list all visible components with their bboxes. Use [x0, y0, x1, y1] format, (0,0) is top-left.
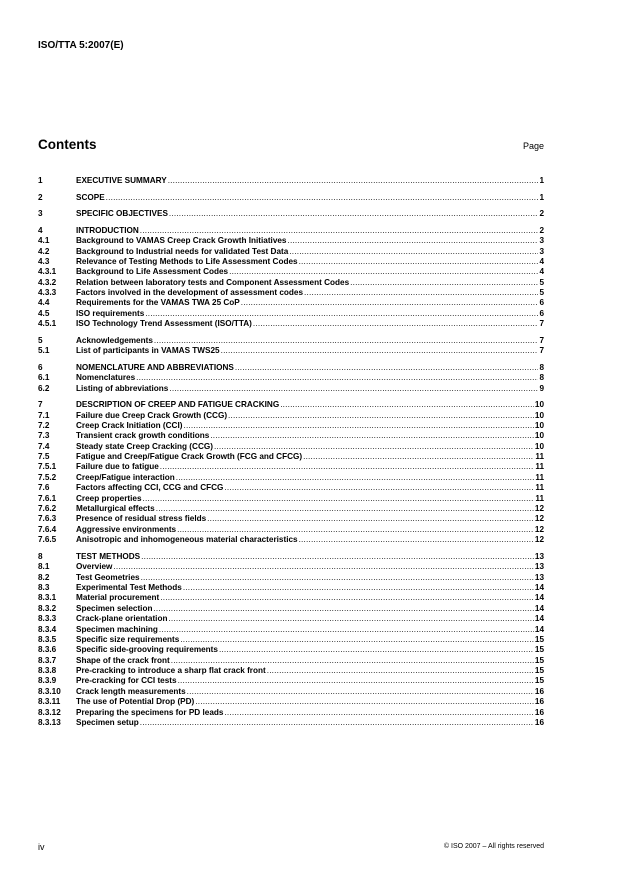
- toc-dot-leader: [169, 209, 539, 219]
- toc-entry-title[interactable]: Pre-cracking for CCI tests: [76, 676, 177, 686]
- toc-entry[interactable]: [38, 288, 544, 298]
- toc-entry-number: 8.3.7: [38, 655, 57, 665]
- toc-dot-leader: [156, 504, 534, 514]
- toc-dot-leader: [159, 625, 534, 635]
- toc-entry-title[interactable]: Failure due to fatigue: [76, 462, 159, 472]
- toc-entry[interactable]: [38, 525, 544, 535]
- toc-entry-page: 8: [539, 373, 544, 383]
- toc-entry[interactable]: [38, 452, 544, 462]
- toc-entry-number: 8.3.4: [38, 624, 57, 634]
- toc-dot-leader: [183, 421, 533, 431]
- toc-dot-leader: [207, 514, 534, 524]
- toc-entry-number: 8.3.1: [38, 593, 57, 603]
- toc-dot-leader: [350, 278, 538, 288]
- toc-entry-number: 2: [38, 192, 43, 202]
- toc-entry-number: 8.3.6: [38, 645, 57, 655]
- toc-entry-number: 7.4: [38, 441, 50, 451]
- toc-entry-title[interactable]: Specimen machining: [76, 624, 158, 634]
- toc-entry-page: 10: [534, 431, 544, 441]
- table-of-contents: [38, 176, 544, 728]
- contents-heading: Contents: [38, 137, 97, 152]
- toc-entry-number: 8.3: [38, 582, 50, 592]
- toc-entry[interactable]: [38, 442, 544, 452]
- toc-entry-page: 13: [534, 551, 544, 561]
- toc-entry[interactable]: [38, 656, 544, 666]
- toc-entry-number: 8.3.8: [38, 666, 57, 676]
- toc-entry-number: 6: [38, 362, 43, 372]
- toc-entry-number: 4.5: [38, 308, 50, 318]
- toc-entry[interactable]: [38, 267, 544, 277]
- toc-entry-title[interactable]: Transient crack growth conditions: [76, 431, 210, 441]
- toc-entry-title[interactable]: Specific size requirements: [76, 634, 180, 644]
- toc-entry-page: 6: [539, 308, 544, 318]
- toc-entry-number: 7.6.5: [38, 535, 57, 545]
- toc-entry-page: 11: [535, 493, 544, 503]
- toc-entry[interactable]: [38, 346, 544, 356]
- toc-entry-number: 8.3.5: [38, 634, 57, 644]
- toc-entry-page: 15: [534, 634, 544, 644]
- toc-entry[interactable]: [38, 562, 544, 572]
- toc-entry-title[interactable]: List of participants in VAMAS TWS25: [76, 346, 220, 356]
- toc-entry-page: 11: [535, 483, 544, 493]
- toc-entry[interactable]: [38, 635, 544, 645]
- page-number: iv: [38, 842, 45, 852]
- toc-entry-number: 7.5.1: [38, 462, 57, 472]
- toc-entry-title[interactable]: Background to Industrial needs for validated Test Data: [76, 246, 289, 256]
- toc-entry-number: 4.3.3: [38, 288, 57, 298]
- toc-entry-number: 7.6.2: [38, 504, 57, 514]
- toc-entry-title[interactable]: INTRODUCTION: [76, 225, 139, 235]
- toc-entry-title[interactable]: Creep Crack Initiation (CCI): [76, 420, 183, 430]
- toc-dot-leader: [168, 176, 539, 186]
- toc-entry-page: 11: [535, 462, 544, 472]
- toc-entry-number: 6.1: [38, 373, 50, 383]
- toc-entry-page: 15: [534, 645, 544, 655]
- toc-dot-leader: [229, 267, 538, 277]
- toc-dot-leader: [143, 494, 535, 504]
- toc-entry-page: 10: [534, 420, 544, 430]
- toc-entry-title[interactable]: Failure due Creep Crack Growth (CCG): [76, 410, 228, 420]
- toc-entry-number: 7.6.4: [38, 524, 57, 534]
- toc-dot-leader: [228, 411, 534, 421]
- toc-entry-title[interactable]: Factors affecting CCI, CCG and CFCG: [76, 483, 224, 493]
- toc-dot-leader: [169, 384, 538, 394]
- toc-entry[interactable]: [38, 431, 544, 441]
- toc-entry-number: 4.5.1: [38, 319, 57, 329]
- toc-entry-page: 12: [534, 504, 544, 514]
- toc-entry-title[interactable]: Material procurement: [76, 593, 160, 603]
- toc-entry[interactable]: [38, 552, 544, 562]
- toc-dot-leader: [303, 452, 534, 462]
- toc-dot-leader: [210, 431, 534, 441]
- toc-entry[interactable]: [38, 483, 544, 493]
- toc-entry-number: 7.2: [38, 420, 50, 430]
- toc-entry[interactable]: [38, 645, 544, 655]
- toc-dot-leader: [168, 614, 533, 624]
- toc-entry[interactable]: [38, 625, 544, 635]
- toc-entry-page: 14: [534, 624, 544, 634]
- toc-entry-page: 10: [534, 410, 544, 420]
- toc-dot-leader: [304, 288, 538, 298]
- toc-entry-page: 15: [534, 666, 544, 676]
- toc-dot-leader: [153, 604, 533, 614]
- toc-entry-title[interactable]: Background to Life Assessment Codes: [76, 267, 229, 277]
- toc-entry-page: 16: [534, 718, 544, 728]
- toc-entry-number: 7: [38, 400, 43, 410]
- toc-dot-leader: [136, 373, 538, 383]
- toc-entry-number: 7.6.3: [38, 514, 57, 524]
- page-column-label: Page: [522, 141, 544, 151]
- toc-dot-leader: [267, 666, 534, 676]
- toc-entry-title[interactable]: Aggressive environments: [76, 524, 177, 534]
- toc-entry[interactable]: [38, 697, 544, 707]
- toc-dot-leader: [289, 247, 538, 257]
- toc-entry[interactable]: [38, 176, 544, 186]
- toc-entry-title[interactable]: ISO requirements: [76, 308, 145, 318]
- toc-entry-page: 5: [539, 277, 544, 287]
- toc-entry-title[interactable]: ISO Technology Trend Assessment (ISO/TTA): [76, 319, 252, 329]
- toc-entry[interactable]: [38, 583, 544, 593]
- toc-entry[interactable]: [38, 247, 544, 257]
- toc-entry-page: 15: [534, 655, 544, 665]
- toc-entry-title[interactable]: Specimen selection: [76, 603, 153, 613]
- toc-entry[interactable]: [38, 573, 544, 583]
- toc-entry[interactable]: [38, 363, 544, 373]
- toc-entry-title[interactable]: Crack length measurements: [76, 686, 186, 696]
- toc-entry-number: 5.1: [38, 346, 50, 356]
- toc-entry-number: 8.3.2: [38, 603, 57, 613]
- toc-dot-leader: [160, 593, 534, 603]
- copyright-notice: © ISO 2007 – All rights reserved: [443, 843, 544, 850]
- document-id: ISO/TTA 5:2007(E): [38, 40, 124, 51]
- toc-entry-title[interactable]: Nomenclatures: [76, 373, 136, 383]
- toc-entry-number: 4.3.2: [38, 277, 57, 287]
- toc-entry[interactable]: [38, 677, 544, 687]
- toc-dot-leader: [187, 687, 534, 697]
- toc-entry-page: 12: [534, 514, 544, 524]
- toc-entry-title[interactable]: DESCRIPTION OF CREEP AND FATIGUE CRACKING: [76, 400, 280, 410]
- toc-entry-number: 6.2: [38, 383, 50, 393]
- toc-entry[interactable]: [38, 593, 544, 603]
- toc-dot-leader: [113, 562, 533, 572]
- toc-entry-page: 14: [534, 582, 544, 592]
- toc-dot-leader: [299, 535, 534, 545]
- toc-entry-page: 11: [535, 472, 544, 482]
- toc-entry-title[interactable]: Background to VAMAS Creep Crack Growth Initiatives: [76, 236, 287, 246]
- toc-entry-title[interactable]: Steady state Creep Cracking (CCG): [76, 441, 213, 451]
- toc-dot-leader: [171, 656, 534, 666]
- toc-entry-page: 14: [534, 614, 544, 624]
- toc-entry-title[interactable]: The use of Potential Drop (PD): [76, 697, 195, 707]
- toc-entry[interactable]: [38, 473, 544, 483]
- toc-entry-title[interactable]: Anisotropic and inhomogeneous material characteristics: [76, 535, 298, 545]
- toc-entry[interactable]: [38, 421, 544, 431]
- toc-dot-leader: [219, 645, 534, 655]
- toc-entry-title[interactable]: Creep properties: [76, 493, 142, 503]
- toc-entry[interactable]: [38, 494, 544, 504]
- toc-dot-leader: [183, 583, 534, 593]
- toc-entry-page: 4: [539, 256, 544, 266]
- toc-entry-title[interactable]: Fatigue and Creep/Fatigue Crack Growth (FCG and CFCG): [76, 452, 303, 462]
- toc-entry-page: 1: [539, 175, 544, 185]
- toc-entry-number: 4.4: [38, 298, 50, 308]
- toc-entry-number: 4: [38, 225, 43, 235]
- toc-entry[interactable]: [38, 309, 544, 319]
- toc-entry-number: 8.3.3: [38, 614, 57, 624]
- toc-entry[interactable]: [38, 319, 544, 329]
- toc-entry-number: 5: [38, 335, 43, 345]
- toc-entry[interactable]: [38, 209, 544, 219]
- toc-dot-leader: [178, 676, 534, 686]
- toc-dot-leader: [154, 336, 539, 346]
- toc-entry-title[interactable]: TEST METHODS: [76, 551, 141, 561]
- toc-entry-page: 9: [539, 383, 544, 393]
- toc-entry-page: 16: [534, 686, 544, 696]
- toc-entry-title[interactable]: Preparing the specimens for PD leads: [76, 707, 224, 717]
- toc-entry-title[interactable]: Crack-plane orientation: [76, 614, 168, 624]
- toc-entry[interactable]: [38, 666, 544, 676]
- toc-entry[interactable]: [38, 514, 544, 524]
- toc-dot-leader: [176, 473, 535, 483]
- toc-entry-title[interactable]: EXECUTIVE SUMMARY: [76, 175, 167, 185]
- toc-entry-number: 3: [38, 209, 43, 219]
- toc-entry-title[interactable]: Experimental Test Methods: [76, 582, 182, 592]
- toc-dot-leader: [180, 635, 534, 645]
- toc-entry-title[interactable]: Test Geometries: [76, 572, 140, 582]
- toc-entry[interactable]: [38, 226, 544, 236]
- toc-entry-number: 7.5.2: [38, 472, 57, 482]
- toc-entry[interactable]: [38, 708, 544, 718]
- toc-entry-number: 7.6: [38, 483, 50, 493]
- toc-entry-title[interactable]: Relevance of Testing Methods to Life Assessment Codes: [76, 256, 298, 266]
- toc-dot-leader: [160, 462, 535, 472]
- toc-entry-number: 8.1: [38, 562, 50, 572]
- toc-entry-number: 8.2: [38, 572, 50, 582]
- toc-entry-page: 12: [534, 524, 544, 534]
- toc-entry-number: 4.3: [38, 256, 50, 266]
- toc-dot-leader: [288, 236, 539, 246]
- toc-dot-leader: [280, 400, 534, 410]
- toc-entry[interactable]: [38, 257, 544, 267]
- toc-entry-page: 2: [539, 209, 544, 219]
- toc-dot-leader: [253, 319, 539, 329]
- toc-entry-title[interactable]: Metallurgical effects: [76, 504, 155, 514]
- toc-dot-leader: [235, 363, 539, 373]
- toc-entry[interactable]: [38, 687, 544, 697]
- toc-entry[interactable]: [38, 504, 544, 514]
- toc-dot-leader: [214, 442, 534, 452]
- toc-entry[interactable]: [38, 463, 544, 473]
- toc-dot-leader: [106, 193, 539, 203]
- toc-entry-page: 10: [534, 441, 544, 451]
- toc-dot-leader: [195, 697, 534, 707]
- toc-dot-leader: [241, 298, 539, 308]
- toc-entry-title[interactable]: Relation between laboratory tests and Component Assessment Codes: [76, 277, 350, 287]
- toc-dot-leader: [299, 257, 539, 267]
- toc-dot-leader: [145, 309, 538, 319]
- toc-entry-page: 2: [539, 225, 544, 235]
- toc-entry-page: 6: [539, 298, 544, 308]
- toc-entry-title[interactable]: Specimen setup: [76, 718, 139, 728]
- toc-entry[interactable]: [38, 298, 544, 308]
- toc-entry[interactable]: [38, 278, 544, 288]
- toc-entry-title[interactable]: Pre-cracking to introduce a sharp flat crack front: [76, 666, 266, 676]
- toc-entry-title[interactable]: SPECIFIC OBJECTIVES: [76, 209, 168, 219]
- toc-entry-page: 1: [539, 192, 544, 202]
- toc-entry-page: 14: [534, 603, 544, 613]
- toc-entry-page: 7: [539, 335, 544, 345]
- toc-entry[interactable]: [38, 718, 544, 728]
- toc-entry-title[interactable]: Specific side-grooving requirements: [76, 645, 218, 655]
- toc-entry-title[interactable]: Shape of the crack front: [76, 655, 170, 665]
- toc-entry-number: 7.3: [38, 431, 50, 441]
- toc-entry[interactable]: [38, 535, 544, 545]
- toc-entry[interactable]: [38, 236, 544, 246]
- toc-entry-number: 8.3.12: [38, 707, 61, 717]
- toc-entry-page: 12: [534, 535, 544, 545]
- toc-entry-number: 8.3.9: [38, 676, 57, 686]
- toc-dot-leader: [141, 573, 534, 583]
- toc-entry-title[interactable]: Requirements for the VAMAS TWA 25 CoP: [76, 298, 240, 308]
- toc-entry-page: 10: [534, 400, 544, 410]
- toc-entry[interactable]: [38, 336, 544, 346]
- toc-entry-number: 7.6.1: [38, 493, 57, 503]
- toc-entry[interactable]: [38, 373, 544, 383]
- toc-entry-number: 8.3.13: [38, 718, 61, 728]
- toc-entry-number: 4.3.1: [38, 267, 57, 277]
- toc-entry-page: 3: [539, 246, 544, 256]
- toc-entry-number: 1: [38, 175, 43, 185]
- toc-entry-number: 4.2: [38, 246, 50, 256]
- toc-dot-leader: [224, 483, 534, 493]
- toc-entry-page: 4: [539, 267, 544, 277]
- toc-entry-page: 11: [535, 452, 544, 462]
- toc-entry-page: 5: [539, 288, 544, 298]
- toc-entry-page: 13: [534, 572, 544, 582]
- toc-entry[interactable]: [38, 193, 544, 203]
- toc-entry-number: 7.1: [38, 410, 50, 420]
- toc-entry[interactable]: [38, 400, 544, 410]
- toc-entry-title[interactable]: Listing of abbreviations: [76, 383, 169, 393]
- toc-entry-title[interactable]: Presence of residual stress fields: [76, 514, 207, 524]
- toc-dot-leader: [140, 718, 534, 728]
- toc-entry-title[interactable]: Creep/Fatigue interaction: [76, 472, 175, 482]
- toc-entry-page: 16: [534, 697, 544, 707]
- toc-entry-number: 8: [38, 551, 43, 561]
- toc-entry-title[interactable]: Acknowledgements: [76, 335, 153, 345]
- toc-entry[interactable]: [38, 604, 544, 614]
- toc-dot-leader: [141, 552, 534, 562]
- toc-entry-page: 7: [539, 319, 544, 329]
- toc-entry[interactable]: [38, 614, 544, 624]
- toc-entry[interactable]: [38, 384, 544, 394]
- toc-entry-number: 8.3.10: [38, 686, 61, 696]
- toc-entry-title[interactable]: NOMENCLATURE AND ABBREVIATIONS: [76, 362, 234, 372]
- toc-entry-title[interactable]: SCOPE: [76, 192, 105, 202]
- toc-entry-number: 8.3.11: [38, 697, 61, 707]
- toc-entry-title[interactable]: Overview: [76, 562, 113, 572]
- toc-entry-page: 7: [539, 346, 544, 356]
- toc-dot-leader: [224, 708, 533, 718]
- toc-entry-page: 8: [539, 362, 544, 372]
- toc-entry-number: 7.5: [38, 452, 50, 462]
- toc-entry-page: 13: [534, 562, 544, 572]
- toc-dot-leader: [221, 346, 539, 356]
- toc-entry[interactable]: [38, 411, 544, 421]
- toc-entry-page: 3: [539, 236, 544, 246]
- toc-entry-page: 15: [534, 676, 544, 686]
- toc-entry-title[interactable]: Factors involved in the development of assessment codes: [76, 288, 304, 298]
- toc-entry-page: 14: [534, 593, 544, 603]
- toc-entry-number: 4.1: [38, 236, 50, 246]
- toc-entry-page: 16: [534, 707, 544, 717]
- toc-dot-leader: [177, 525, 534, 535]
- toc-dot-leader: [140, 226, 539, 236]
